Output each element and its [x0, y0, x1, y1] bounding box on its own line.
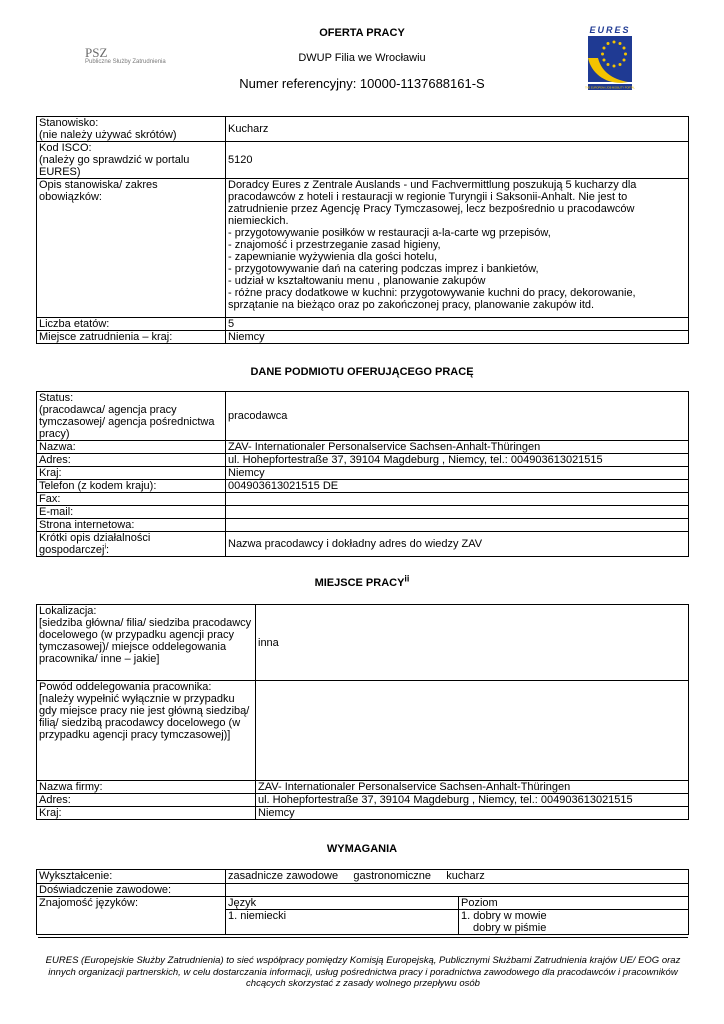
languages-col-level: Poziom [459, 897, 689, 910]
value-fax [226, 493, 689, 506]
requirements-section-title: WYMAGANIA [326, 843, 398, 855]
value-company-name: ZAV- Internationaler Personalservice Sachsen-Anhalt-Thüringen [256, 781, 689, 794]
psz-logo-abbr: PSZ [85, 45, 108, 60]
value-location: inna [256, 605, 689, 681]
label-phone: Telefon (z kodem kraju): [37, 480, 226, 493]
footnote-marker: ii [404, 573, 410, 584]
languages-col-language: Język [226, 897, 459, 910]
value-education: zasadnicze zawodowe gastronomiczne kucharz [226, 870, 689, 884]
value-phone: 004903613021515 DE [226, 480, 689, 493]
language-level-speaking: 1. dobry w mowie [461, 910, 547, 922]
workplace-title-text: MIEJSCE PRACY [314, 577, 405, 589]
footer-note: EURES (Europejskie Służby Zatrudnienia) to sieć współpracy pomiędzy Komisją Europejską, Publicznymi Służbami Zatrudnienia krajów UE/ EOG oraz innych organizacji partnerskich, w celu dostarczania informacji, usług pośrednictwa pracy i poradnictwa zawodowego dla pracodawców i pracowników chcących skorzystać z zasady wolnego przepływu osób [45, 955, 681, 989]
value-business-description: Nazwa pracodawcy i dokładny adres do wiedzy ZAV [226, 532, 689, 557]
label-address: Adres: [37, 454, 226, 467]
workplace-table [36, 604, 689, 820]
value-website [226, 519, 689, 532]
table-row [37, 318, 689, 331]
table-row [37, 532, 689, 557]
page-title: OFERTA PRACY [319, 27, 405, 39]
table-row [37, 519, 689, 532]
eures-logo-text: EURES [589, 25, 631, 35]
label-position: Stanowisko: (nie należy używać skrótów) [37, 117, 226, 142]
value-email [226, 506, 689, 519]
table-row [37, 870, 689, 884]
value-status: pracodawca [226, 392, 689, 441]
value-positions-count: 5 [226, 318, 689, 331]
label-location: Lokalizacja: [siedziba główna/ filia/ siedziba pracodawcy docelowego (w przypadku agencji pracy tymczasowej)/ miejsce oddelegowania pracownika/ inne – jakie] [37, 605, 256, 681]
value-country: Niemcy [256, 807, 689, 820]
table-row [37, 781, 689, 794]
employer-section-title: DANE PODMIOTU OFERUJĄCEGO PRACĘ [250, 366, 474, 378]
table-row [37, 605, 689, 681]
label-website: Strona internetowa: [37, 519, 226, 532]
table-row [37, 142, 689, 179]
label-languages: Znajomość języków: [37, 897, 226, 935]
value-address: ul. Hohepfortestraße 37, 39104 Magdeburg , Niemcy, tel.: 004903613021515 [226, 454, 689, 467]
table-row [37, 454, 689, 467]
value-country: Niemcy [226, 331, 689, 344]
table-row [37, 884, 689, 897]
table-row [37, 331, 689, 344]
label-address: Adres: [37, 794, 256, 807]
label-country: Miejsce zatrudnienia – kraj: [37, 331, 226, 344]
language-level [459, 910, 689, 935]
language-name: 1. niemiecki [226, 910, 459, 935]
label-education: Wykształcenie: [37, 870, 226, 884]
label-positions-count: Liczba etatów: [37, 318, 226, 331]
requirements-table [36, 869, 689, 935]
label-business-description [37, 532, 226, 557]
label-business-end: : [106, 544, 110, 556]
value-position: Kucharz [226, 117, 689, 142]
value-name: ZAV- Internationaler Personalservice Sachsen-Anhalt-Thüringen [226, 441, 689, 454]
label-email: E-mail: [37, 506, 226, 519]
table-row [37, 179, 689, 318]
office-name: DWUP Filia we Wrocławiu [298, 52, 426, 64]
table-row [37, 493, 689, 506]
label-country: Kraj: [37, 467, 226, 480]
offer-table [36, 116, 689, 344]
label-experience: Doświadczenie zawodowe: [37, 884, 226, 897]
value-experience [226, 884, 689, 897]
reference-number: Numer referencyjny: 10000-1137688161-S [239, 76, 485, 91]
label-name: Nazwa: [37, 441, 226, 454]
label-company-name: Nazwa firmy: [37, 781, 256, 794]
table-row [37, 681, 689, 781]
value-description: Doradcy Eures z Zentrale Auslands - und Fachvermittlung poszukują 5 kucharzy dla pracodawców z hoteli i restauracji w regionie Turyngii i Saksonii-Anhalt. Nie jest to zatrudnienie przez Agencję Pracy Tymczasowej, lecz bezpośrednio u pracodawców niemieckich. - przygotowywanie posiłków w restauracji a-la-carte wg przepisów, - znajomość i przestrzeganie zasad higieny, - zapewnianie wyżywienia dla gości hotelu, - przygotowywanie dań na catering podczas imprez i bankietów, - udział w kształtowaniu menu , planowanie zakupów - różne pracy dodatkowe w kuchni: przygotowywanie kuchni do pracy, dekorowanie, sprzątanie na bieżąco oraz po zakończonej pracy, planowanie zakupów itd. [226, 179, 689, 318]
table-row [37, 441, 689, 454]
value-country: Niemcy [226, 467, 689, 480]
table-row [37, 480, 689, 493]
label-isco: Kod ISCO: (należy go sprawdzić w portalu EURES) [37, 142, 226, 179]
label-description: Opis stanowiska/ zakres obowiązków: [37, 179, 226, 318]
workplace-section-title [0, 573, 724, 589]
label-fax: Fax: [37, 493, 226, 506]
table-row [37, 117, 689, 142]
language-level-writing: dobry w piśmie [473, 922, 547, 934]
label-country: Kraj: [37, 807, 256, 820]
table-row [37, 897, 689, 910]
label-delegation-reason: Powód oddelegowania pracownika: [należy wypełnić wyłącznie w przypadku gdy miejsce pracy nie jest główną siedzibą/ filią/ siedzibą pracodawcy docelowego (w przypadku agencji pracy tymczasowej)] [37, 681, 256, 781]
label-status: Status: (pracodawca/ agencja pracy tymczasowej/ agencja pośrednictwa pracy) [37, 392, 226, 441]
employer-table [36, 391, 689, 557]
label-business-text: Krótki opis działalności gospodarczej [39, 532, 151, 556]
table-row [37, 392, 689, 441]
eures-logo-tagline: THE EUROPEAN JOB MOBILITY PORTAL [585, 86, 635, 90]
table-row [37, 794, 689, 807]
psz-logo-name: Publiczne Służby Zatrudnienia [85, 59, 166, 65]
table-row [37, 807, 689, 820]
footnote-marker: i [104, 543, 106, 551]
eures-logo [584, 24, 636, 94]
footer-divider [38, 937, 688, 938]
table-row [37, 506, 689, 519]
value-delegation-reason [256, 681, 689, 781]
value-address: ul. Hohepfortestraße 37, 39104 Magdeburg , Niemcy, tel.: 004903613021515 [256, 794, 689, 807]
value-isco: 5120 [226, 142, 689, 179]
table-row [37, 467, 689, 480]
